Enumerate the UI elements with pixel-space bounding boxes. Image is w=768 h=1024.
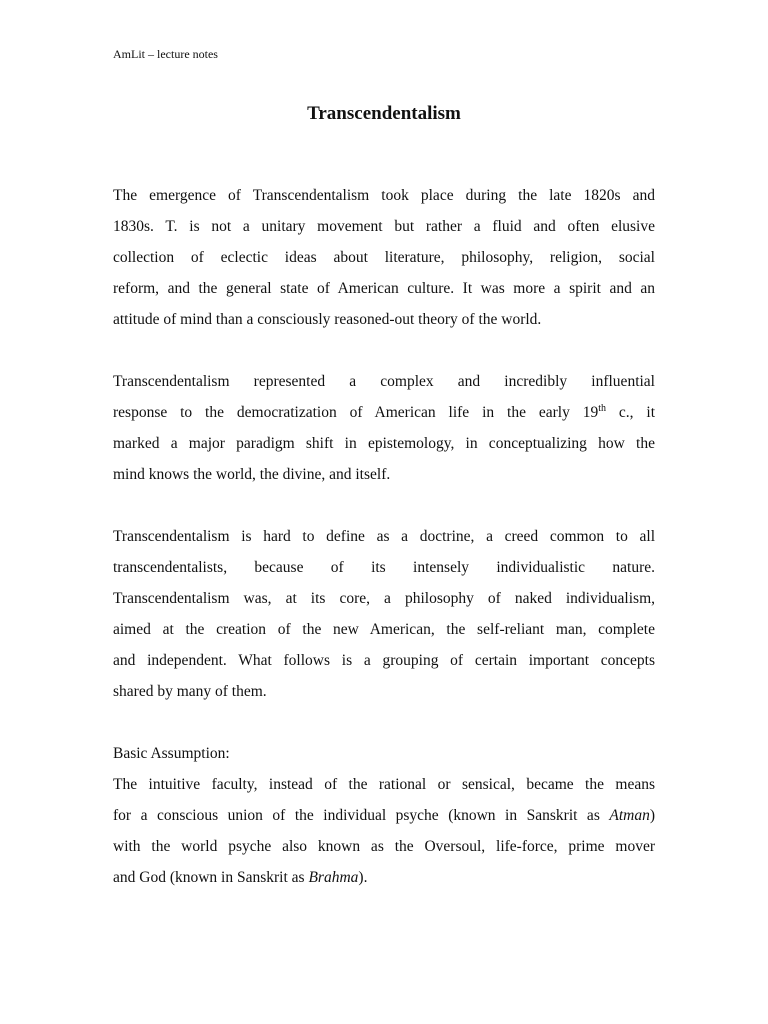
running-header: AmLit – lecture notes	[113, 47, 218, 61]
sanskrit-term: Atman	[609, 807, 650, 824]
text-line: Transcendentalism is hard to define as a doctrine, a creed common to all	[113, 528, 655, 545]
page-title: Transcendentalism	[307, 103, 461, 124]
text-fragment: ).	[358, 869, 368, 886]
text-line: attitude of mind than a consciously reasoned-out theory of the world.	[113, 311, 542, 328]
text-line: shared by many of them.	[113, 683, 267, 700]
text-line: The intuitive faculty, instead of the rational or sensical, became the means	[113, 776, 655, 793]
section-heading: Basic Assumption:	[113, 745, 230, 762]
paragraph-1	[113, 180, 655, 335]
text-line	[113, 800, 655, 831]
text-line: and independent. What follows is a grouping of certain important concepts	[113, 652, 655, 669]
text-line: Transcendentalism was, at its core, a philosophy of naked individualism,	[113, 590, 655, 607]
sanskrit-term: Brahma	[308, 869, 359, 886]
paragraph-3	[113, 521, 655, 707]
text-line: marked a major paradigm shift in epistemology, in conceptualizing how the	[113, 435, 655, 452]
paragraph-4	[113, 738, 655, 893]
body-text	[113, 180, 655, 893]
text-line	[113, 397, 655, 428]
text-fragment: and God (known in Sanskrit as	[113, 869, 309, 886]
text-line: transcendentalists, because of its intensely individualistic nature.	[113, 559, 655, 576]
text-line: aimed at the creation of the new American, the self-reliant man, complete	[113, 621, 655, 638]
paragraph-2	[113, 366, 655, 490]
text-line: collection of eclectic ideas about literature, philosophy, religion, social	[113, 249, 655, 266]
text-line: with the world psyche also known as the Oversoul, life-force, prime mover	[113, 838, 655, 855]
superscript: th	[598, 402, 606, 414]
text-line: reform, and the general state of American culture. It was more a spirit and an	[113, 280, 655, 297]
text-fragment: )	[649, 807, 655, 824]
text-line: mind knows the world, the divine, and itself.	[113, 466, 391, 483]
text-line: The emergence of Transcendentalism took place during the late 1820s and	[113, 187, 655, 204]
text-line	[113, 862, 655, 893]
text-fragment: c., it	[605, 404, 655, 421]
text-fragment: response to the democratization of American life in the early 19	[113, 404, 599, 421]
text-fragment: for a conscious union of the individual psyche (known in Sanskrit as	[113, 807, 610, 824]
text-line: Transcendentalism represented a complex and incredibly influential	[113, 373, 655, 390]
text-line: 1830s. T. is not a unitary movement but rather a fluid and often elusive	[113, 218, 655, 235]
